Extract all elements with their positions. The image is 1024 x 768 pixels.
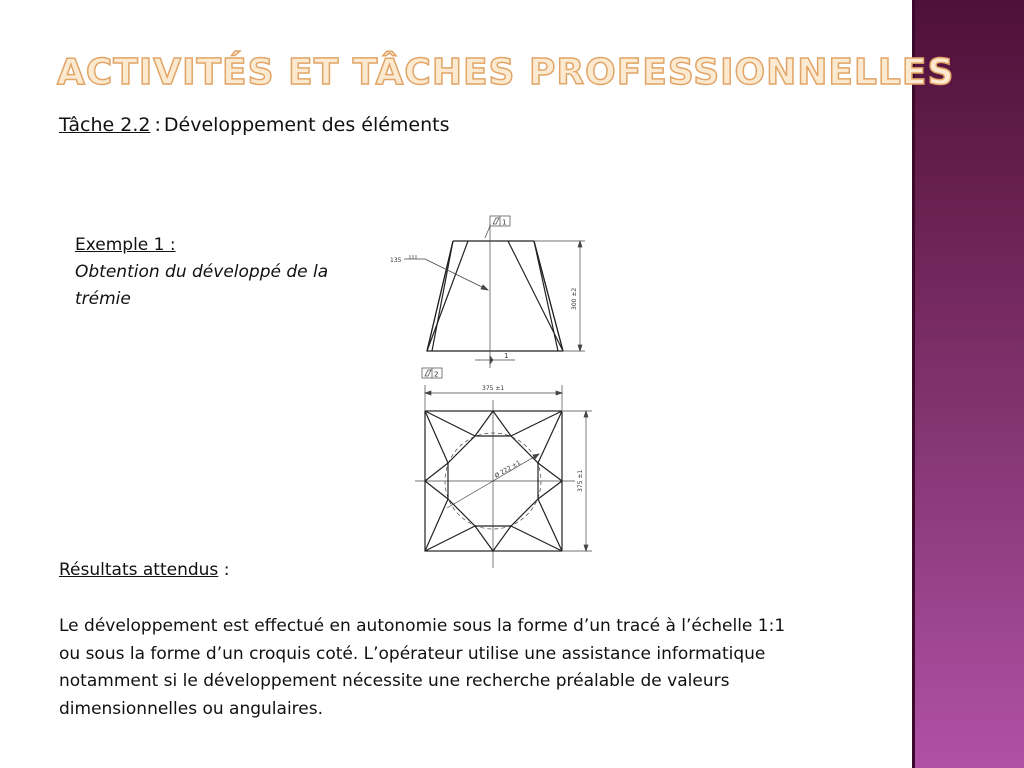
height-dimension: 300 ±2	[571, 287, 578, 310]
example-block	[75, 232, 335, 313]
side-dimension: 375 ±1	[577, 469, 584, 492]
flatness-ref-1: 1	[502, 218, 507, 227]
perpendicularity-ref: 1	[504, 352, 509, 360]
flatness-ref-2: 2	[434, 370, 439, 379]
task-line	[59, 114, 450, 136]
example-subtitle: Obtention du développé de la trémie	[75, 262, 329, 309]
hopper-top-view	[400, 380, 600, 570]
task-label: Tâche 2.2	[59, 114, 151, 136]
task-colon: :	[154, 114, 161, 136]
decorative-sidebar	[912, 0, 1024, 768]
width-dimension: 375 ±1	[482, 385, 505, 392]
results-text: Le développement est effectué en autonomie sous la forme d’un tracé à l’échelle 1:1 ou sous la forme d’un croquis coté. L’opérateur utilise une assistance informatique notamment si le développement nécessite une recherche préalable de valeurs dimensionnelles ou angulaires.	[59, 616, 786, 719]
hopper-front-view	[380, 210, 610, 380]
slide-title: ACTIVITÉS ET TÂCHES PROFESSIONNELLES	[57, 52, 955, 93]
task-text: Développement des éléments	[163, 114, 450, 136]
results-label: Résultats attendus	[59, 560, 219, 580]
weld-value: 135	[390, 257, 402, 264]
diameter-dimension: Ø 222 ±1	[493, 459, 522, 480]
results-colon: :	[223, 560, 230, 580]
results-heading	[59, 560, 229, 580]
example-title: Exemple 1 :	[75, 235, 176, 255]
sidebar-edge	[912, 0, 915, 768]
